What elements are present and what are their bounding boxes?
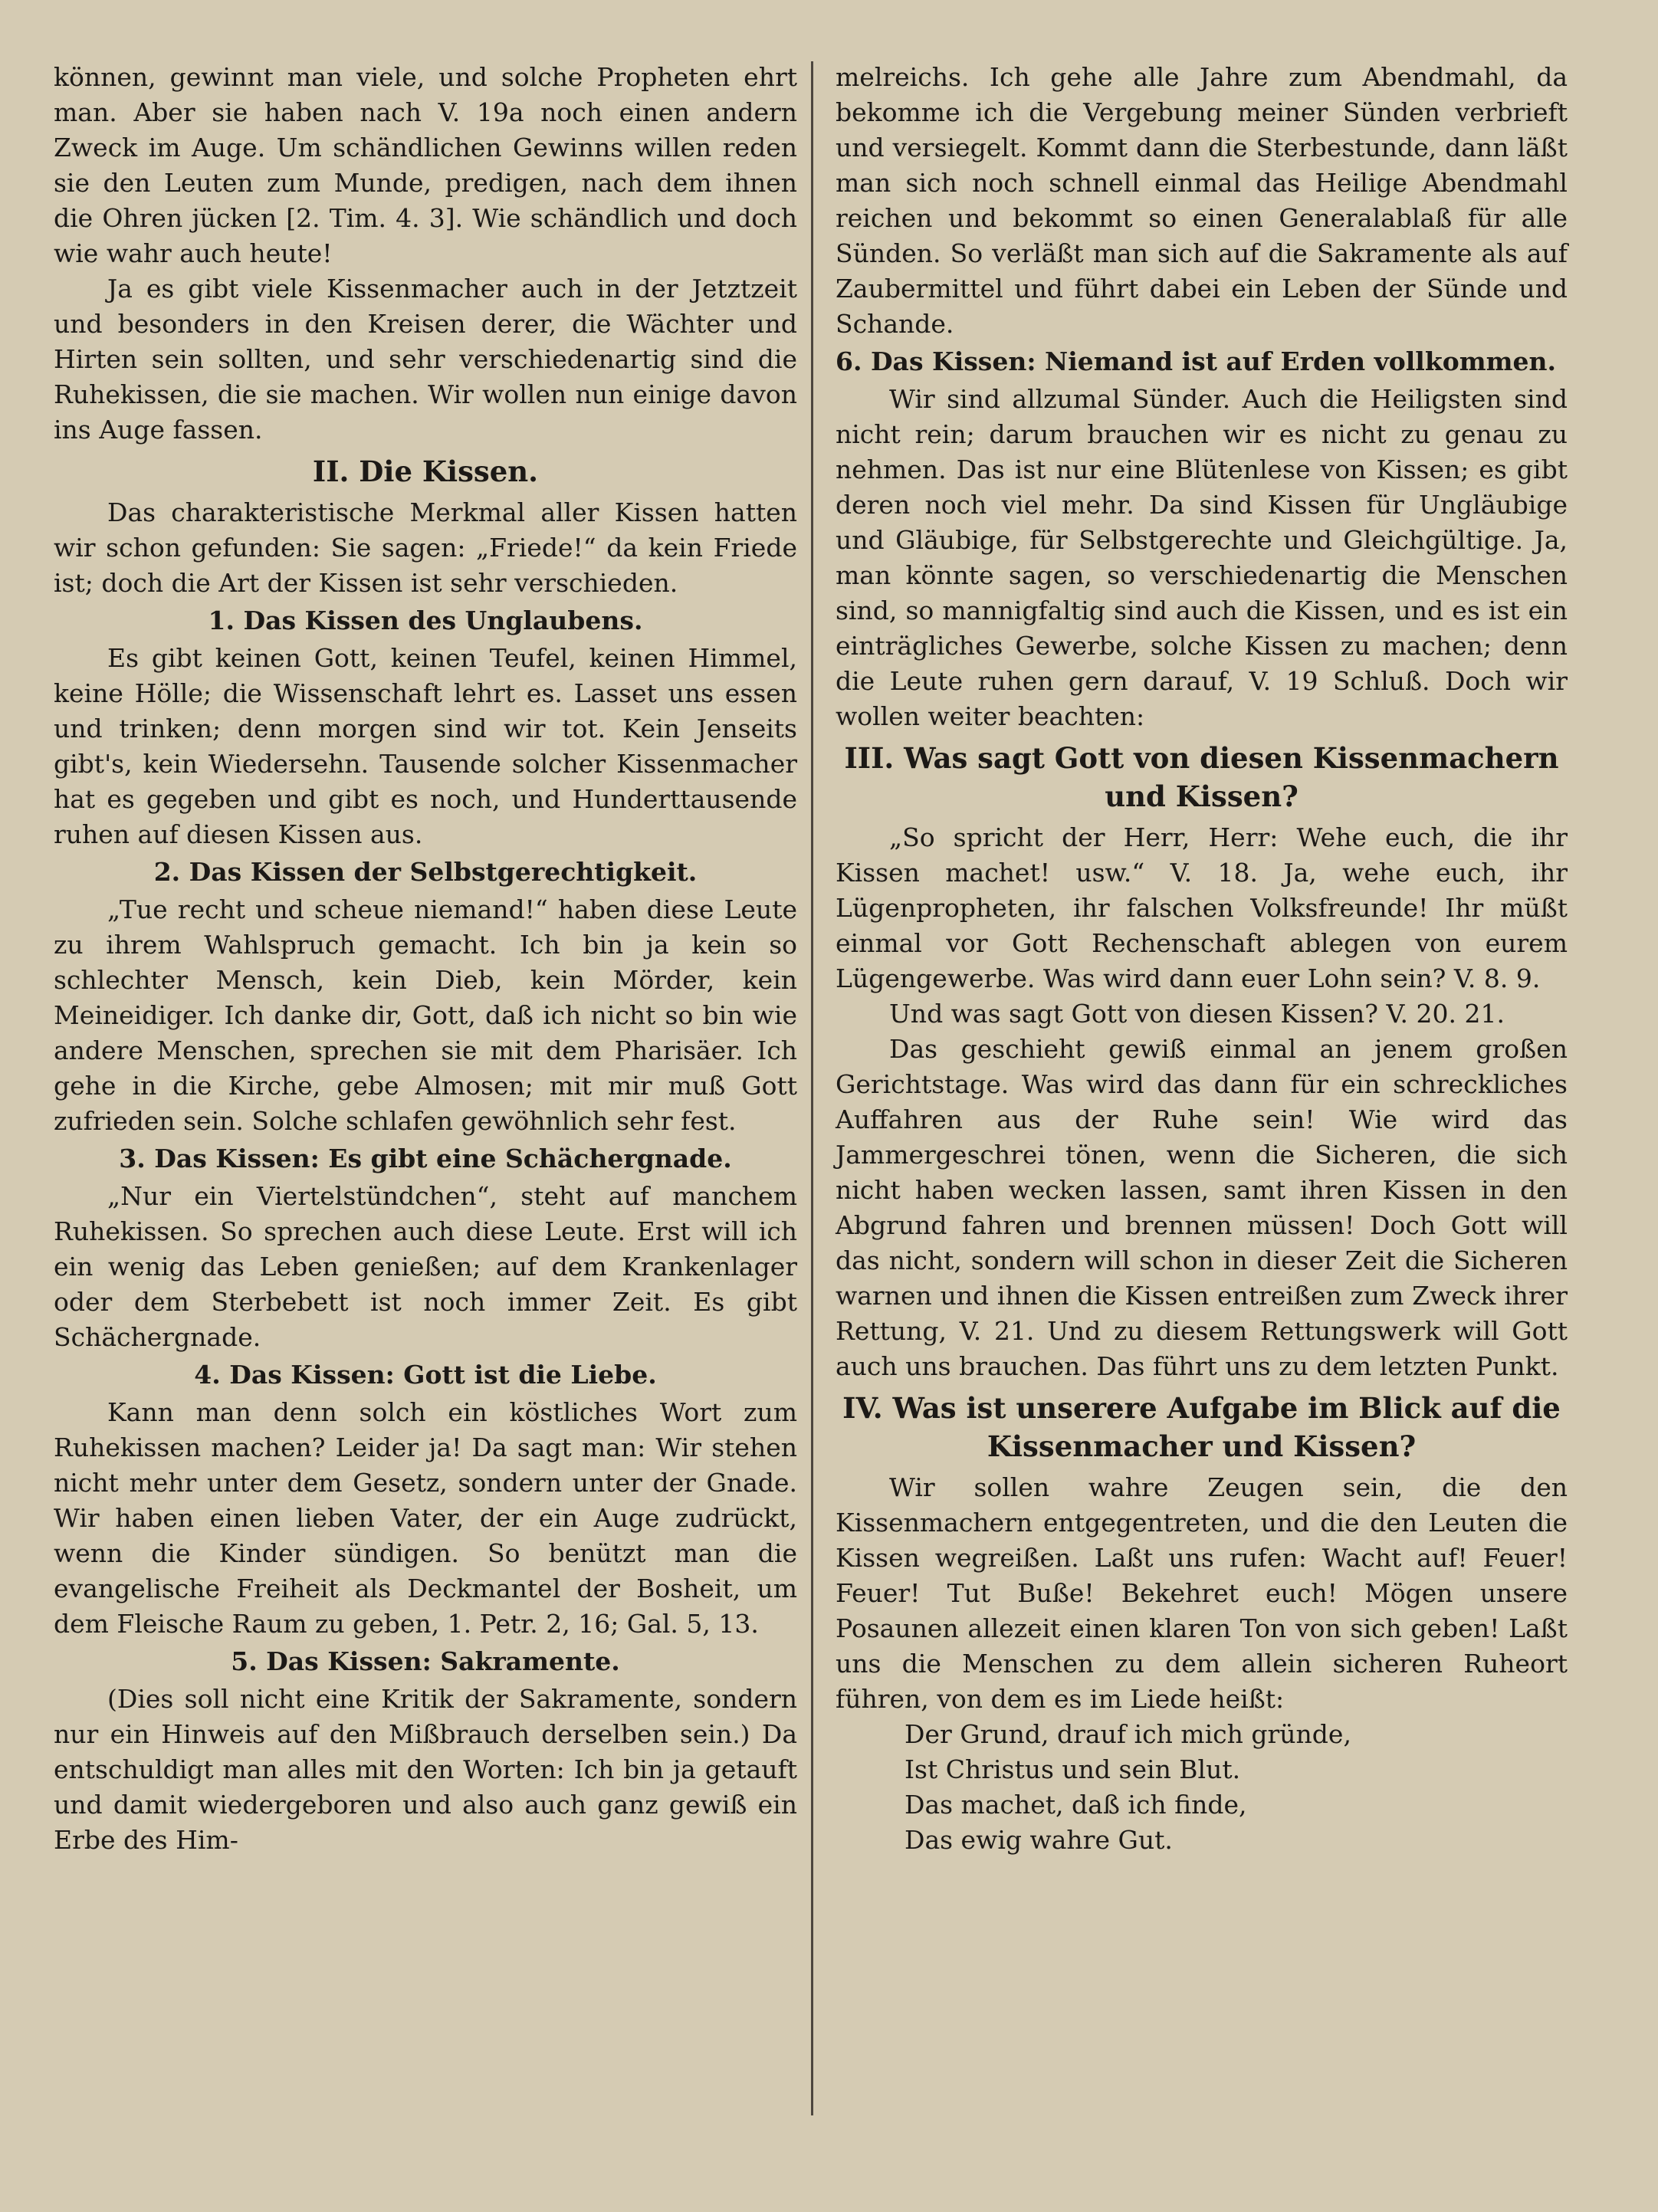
section-heading-3: III. Was sagt Gott von diesen Kissenmachern und Kissen?	[844, 741, 1559, 813]
paragraph: können, gewinnt man viele, und solche Propheten ehrt man. Aber sie haben nach V. 19a noch einen andern Zweck im Auge. Um schändlichen Gewinns willen reden sie den Leuten zum Munde, predigen, nach dem ihnen die Ohren jücken [2. Tim. 4. 3]. Wie schändlich und doch wie wahr auch heute!	[54, 62, 797, 268]
subheading-5: 5. Das Kissen: Sakramente.	[231, 1646, 620, 1676]
paragraph: Das geschieht gewiß einmal an jenem großen Gerichtstage. Was wird das dann für ein schreckliches Auffahren aus der Ruhe sein! Wie wird das Jammergeschrei tönen, wenn die Sicheren, die sich nicht haben wecken lassen, samt ihren Kissen in den Abgrund fahren und brennen müssen! Doch Gott will das nicht, sondern will schon in dieser Zeit die Sicheren warnen und ihnen die Kissen entreißen zum Zweck ihrer Rettung, V. 21. Und zu diesem Rettungswerk will Gott auch uns brauchen. Das führt uns zu dem letzten Punkt.	[836, 1034, 1568, 1381]
paragraph: Kann man denn solch ein köstliches Wort zum Ruhekissen machen? Leider ja! Da sagt man: Wir stehen nicht mehr unter dem Gesetz, sondern unter der Gnade. Wir haben einen lieben Vater, der ein Auge zudrückt, wenn die Kinder sündigen. So benützt man die evangelische Freiheit als Deckmantel der Bosheit, um dem Fleische Raum zu geben, 1. Petr. 2, 16; Gal. 5, 13.	[54, 1397, 797, 1639]
verse-line: Das ewig wahre Gut.	[905, 1825, 1173, 1855]
verse-line: Das machet, daß ich finde,	[905, 1790, 1247, 1820]
paragraph: „So spricht der Herr, Herr: Wehe euch, die ihr Kissen machet! usw.“ V. 18. Ja, wehe euch, ihr Lügenpropheten, ihr falschen Volksfreunde! Ihr müßt einmal vor Gott Rechenschaft ablegen von eurem Lügengewerbe. Was wird dann euer Lohn sein? V. 8. 9.	[836, 822, 1568, 993]
section-heading-2: II. Die Kissen.	[312, 455, 539, 488]
verse-line: Ist Christus und sein Blut.	[905, 1754, 1241, 1784]
paragraph: „Nur ein Viertelstündchen“, steht auf manchem Ruhekissen. So sprechen auch diese Leute. Erst will ich ein wenig das Leben genießen; auf dem Krankenlager oder dem Sterbebett ist noch immer Zeit. Es gibt Schächergnade.	[54, 1181, 797, 1352]
subheading-6: 6. Das Kissen: Niemand ist auf Erden vollkommen.	[836, 346, 1557, 376]
subheading-1: 1. Das Kissen des Unglaubens.	[208, 606, 643, 635]
subheading-3: 3. Das Kissen: Es gibt eine Schächergnade.	[119, 1144, 732, 1173]
column-divider	[811, 61, 813, 2115]
subheading-4: 4. Das Kissen: Gott ist die Liebe.	[194, 1360, 657, 1390]
paragraph: Das charakteristische Merkmal aller Kissen hatten wir schon gefunden: Sie sagen: „Friede!“ da kein Friede ist; doch die Art der Kissen ist sehr verschieden.	[54, 497, 797, 598]
paragraph: Ja es gibt viele Kissenmacher auch in der Jetztzeit und besonders in den Kreisen derer, die Wächter und Hirten sein sollten, und sehr verschiedenartig sind die Ruhekissen, die sie machen. Wir wollen nun einige davon ins Auge fassen.	[54, 274, 797, 445]
hymn-verse	[905, 1717, 1568, 1858]
subheading-2: 2. Das Kissen der Selbstgerechtigkeit.	[153, 857, 698, 887]
paragraph: Wir sind allzumal Sünder. Auch die Heiligsten sind nicht rein; darum brauchen wir es nicht zu genau zu nehmen. Das ist nur eine Blütenlese von Kissen; es gibt deren noch viel mehr. Da sind Kissen für Ungläubige und Gläubige, für Selbstgerechte und Gleichgültige. Ja, man könnte sagen, so verschiedenartig die Menschen sind, so mannigfaltig sind auch die Kissen, und es ist ein einträgliches Gewerbe, solche Kissen zu machen; denn die Leute ruhen gern darauf, V. 19 Schluß. Doch wir wollen weiter beachten:	[836, 384, 1568, 731]
paragraph: Und was sagt Gott von diesen Kissen? V. 20. 21.	[889, 999, 1505, 1029]
paragraph: „Tue recht und scheue niemand!“ haben diese Leute zu ihrem Wahlspruch gemacht. Ich bin ja kein so schlechter Mensch, kein Dieb, kein Mörder, kein Meineidiger. Ich danke dir, Gott, daß ich nicht so bin wie andere Menschen, sprechen sie mit dem Pharisäer. Ich gehe in die Kirche, gebe Almosen; mit mir muß Gott zufrieden sein. Solche schlafen gewöhnlich sehr fest.	[54, 894, 797, 1136]
section-heading-4: IV. Was ist unserere Aufgabe im Blick auf die Kissenmacher und Kissen?	[842, 1391, 1561, 1463]
left-column	[54, 60, 797, 1858]
verse-line: Der Grund, drauf ich mich gründe,	[905, 1719, 1351, 1749]
paragraph: (Dies soll nicht eine Kritik der Sakramente, sondern nur ein Hinweis auf den Mißbrauch derselben sein.) Da entschuldigt man alles mit den Worten: Ich bin ja getauft und damit wiedergeboren und also auch ganz gewiß ein Erbe des Him-	[54, 1684, 797, 1855]
right-column	[836, 60, 1568, 1858]
paragraph: Es gibt keinen Gott, keinen Teufel, keinen Himmel, keine Hölle; die Wissenschaft lehrt es. Lasset uns essen und trinken; denn morgen sind wir tot. Kein Jenseits gibt's, kein Wiedersehn. Tausende solcher Kissenmacher hat es gegeben und gibt es noch, und Hunderttausende ruhen auf diesen Kissen aus.	[54, 643, 797, 849]
paragraph: melreichs. Ich gehe alle Jahre zum Abendmahl, da bekomme ich die Vergebung meiner Sünden verbrieft und versiegelt. Kommt dann die Sterbestunde, dann läßt man sich noch schnell einmal das Heilige Abendmahl reichen und bekommt so einen Generalablaß für alle Sünden. So verläßt man sich auf die Sakramente als auf Zaubermittel und führt dabei ein Leben der Sünde und Schande.	[836, 62, 1568, 339]
paragraph: Wir sollen wahre Zeugen sein, die den Kissenmachern entgegentreten, und die den Leuten die Kissen wegreißen. Laßt uns rufen: Wacht auf! Feuer! Feuer! Tut Buße! Bekehret euch! Mögen unsere Posaunen allezeit einen klaren Ton von sich geben! Laßt uns die Menschen zu dem allein sicheren Ruheort führen, von dem es im Liede heißt:	[836, 1472, 1568, 1714]
